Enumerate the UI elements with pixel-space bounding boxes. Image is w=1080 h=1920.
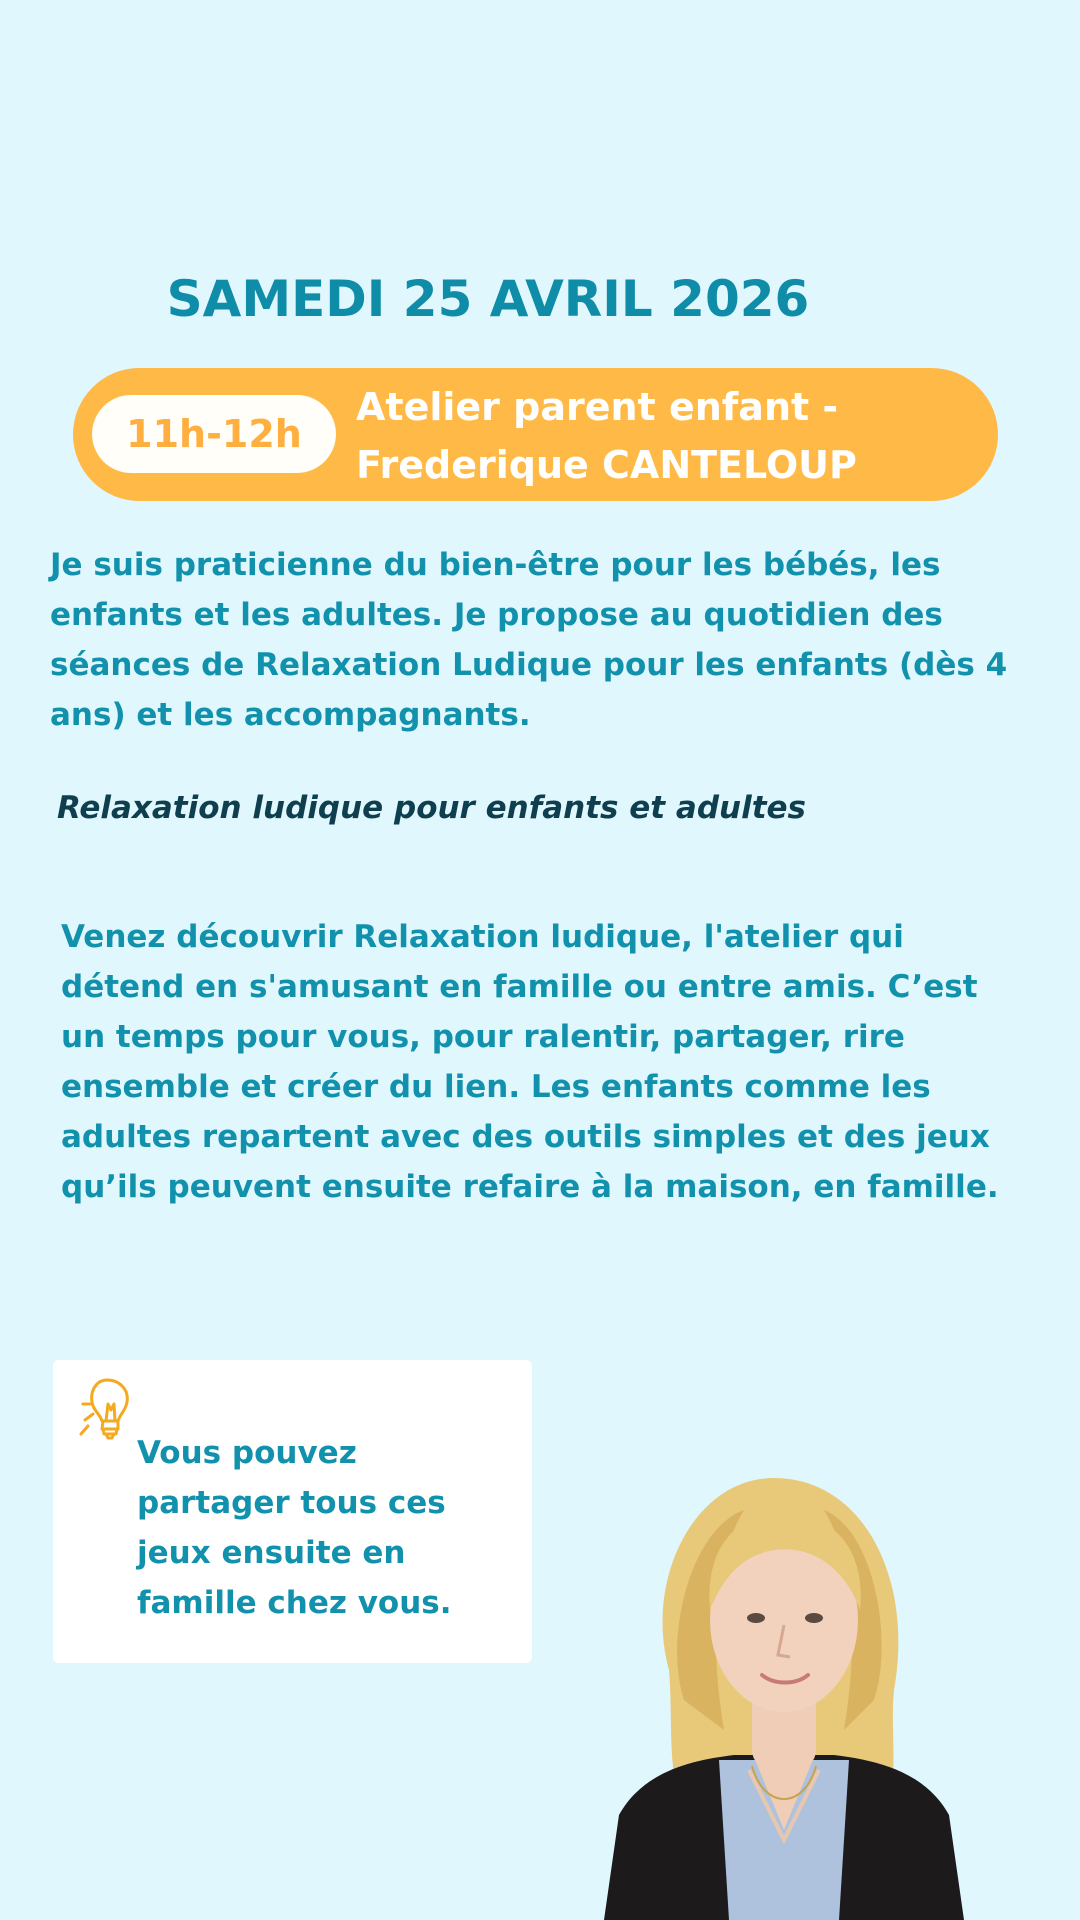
lightbulb-icon — [77, 1374, 133, 1442]
description-paragraph: Venez découvrir Relaxation ludique, l'atelier qui détend en s'amusant en famille ou entre amis. C’est un temps pour vous, pour ralentir, partager, rire ensemble et créer du lien. Les enfants comme les adultes repartent avec des outils simples et des jeux qu’ils peuvent ensuite refaire à la maison, en famille. — [61, 919, 999, 1205]
event-banner — [73, 368, 998, 501]
tip-text: Vous pouvez partager tous ces jeux ensuite en famille chez vous. — [137, 1435, 452, 1621]
event-title — [356, 378, 976, 494]
section-subtitle: Relaxation ludique pour enfants et adultes — [57, 790, 807, 826]
intro-paragraph: Je suis praticienne du bien-être pour les bébés, les enfants et les adultes. Je propose au quotidien des séances de Relaxation Ludique pour les enfants (dès 4 ans) et les accompagnants. — [50, 547, 1008, 733]
event-title-line-1: Atelier parent enfant - — [356, 385, 839, 429]
tip-card — [53, 1360, 532, 1663]
event-title-line-2: Frederique CANTELOUP — [356, 443, 857, 487]
time-badge: 11h-12h — [92, 395, 336, 473]
presenter-portrait — [574, 1470, 994, 1920]
event-date: SAMEDI 25 AVRIL 2026 — [166, 270, 810, 328]
